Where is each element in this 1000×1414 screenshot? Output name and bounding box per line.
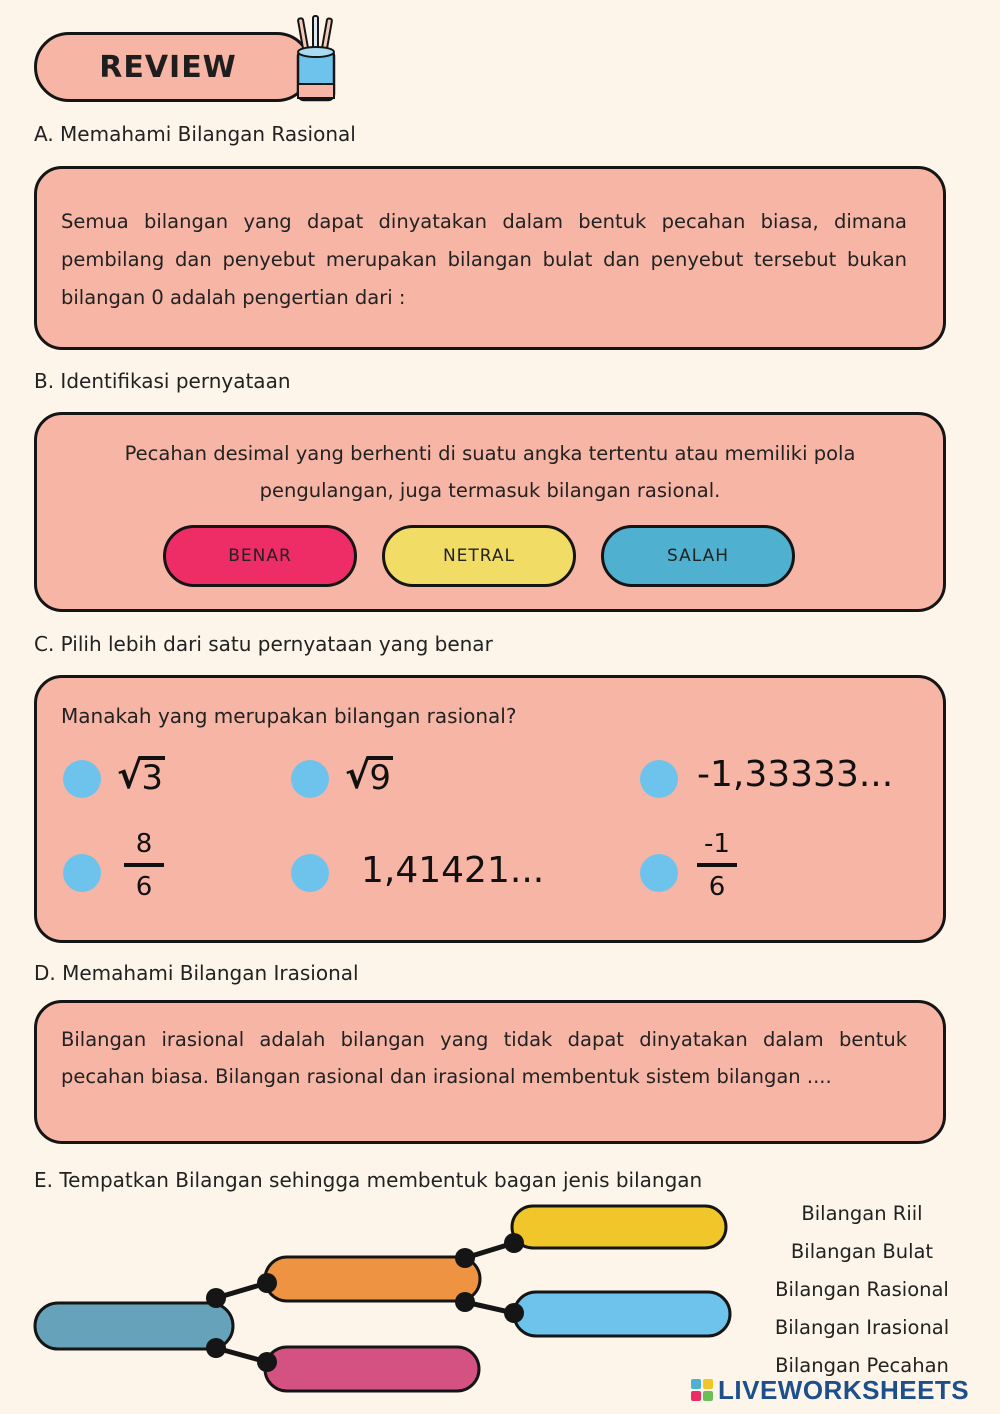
- section-d-label: D. Memahami Bilangan Irasional: [34, 961, 359, 985]
- option-sqrt3-radio[interactable]: [63, 760, 101, 798]
- slot-top-right[interactable]: [512, 1206, 726, 1248]
- section-c-card: [34, 675, 946, 943]
- review-title: REVIEW: [99, 49, 237, 85]
- option-repeating: -1,33333...: [697, 754, 894, 795]
- slot-middle[interactable]: [265, 1257, 480, 1301]
- section-a-text: Semua bilangan yang dapat dinyatakan dalam bentuk pecahan biasa, dimana pembilang dan penyebut merupakan bilangan bulat dan penyebut tersebut bukan bilangan 0 adalah pengertian dari :: [61, 210, 907, 309]
- option-frac-8-6-radio[interactable]: [63, 854, 101, 892]
- radical-sign: √: [345, 753, 371, 797]
- slot-lower-right[interactable]: [514, 1292, 730, 1336]
- radicand: 9: [369, 758, 391, 798]
- netral-button[interactable]: NETRAL: [382, 525, 576, 587]
- option-repeating-radio[interactable]: [640, 760, 678, 798]
- brand-text: LIVEWORKSHEETS: [718, 1374, 970, 1405]
- liveworksheets-logo-icon: [690, 1378, 714, 1402]
- number-tree-diagram: [0, 1190, 760, 1414]
- section-a-label: A. Memahami Bilangan Rasional: [34, 122, 356, 146]
- section-d-card: [34, 1000, 946, 1144]
- denominator: 6: [708, 872, 726, 902]
- word-bilangan-pecahan[interactable]: Bilangan Pecahan: [775, 1354, 949, 1377]
- word-bilangan-riil[interactable]: Bilangan Riil: [801, 1202, 923, 1225]
- review-title-pill: [34, 32, 312, 102]
- word-bilangan-bulat[interactable]: Bilangan Bulat: [790, 1240, 934, 1263]
- denominator: 6: [135, 872, 153, 902]
- section-d-text: Bilangan irasional adalah bilangan yang tidak dapat dinyatakan dalam bentuk pecahan biasa. Bilangan rasional dan irasional membentuk sistem bilangan ....: [61, 1028, 907, 1088]
- numerator: -1: [704, 829, 730, 859]
- salah-button[interactable]: SALAH: [601, 525, 795, 587]
- option-frac-neg1-6-radio[interactable]: [640, 854, 678, 892]
- option-sqrt9-radio[interactable]: [291, 760, 329, 798]
- option-sqrt9: [345, 753, 393, 798]
- option-frac-neg1-6: [697, 830, 737, 901]
- liveworksheets-brand[interactable]: [690, 1374, 969, 1406]
- option-decimal-radio[interactable]: [291, 854, 329, 892]
- radical-sign: √: [117, 753, 143, 797]
- section-c-question: Manakah yang merupakan bilangan rasional?: [61, 704, 517, 728]
- section-e-label: E. Tempatkan Bilangan sehingga membentuk bagan jenis bilangan: [34, 1168, 703, 1192]
- word-bilangan-rasional[interactable]: Bilangan Rasional: [775, 1278, 949, 1301]
- radicand: 3: [141, 758, 163, 798]
- section-b-label: B. Identifikasi pernyataan: [34, 369, 291, 393]
- word-bilangan-irasional[interactable]: Bilangan Irasional: [774, 1316, 950, 1339]
- section-b-card: [34, 412, 946, 612]
- slot-bottom[interactable]: [265, 1347, 479, 1391]
- fraction-bar: [697, 863, 737, 867]
- option-frac-8-6: [124, 830, 164, 901]
- option-sqrt3: [117, 753, 165, 798]
- section-c-label: C. Pilih lebih dari satu pernyataan yang benar: [34, 632, 493, 656]
- numerator: 8: [135, 829, 153, 859]
- option-decimal: 1,41421...: [361, 850, 545, 891]
- pencil-cup-icon: [290, 14, 340, 102]
- slot-root[interactable]: [35, 1303, 233, 1349]
- fraction-bar: [124, 863, 164, 867]
- section-b-statement: Pecahan desimal yang berhenti di suatu angka tertentu atau memiliki pola pengulangan, juga termasuk bilangan rasional.: [124, 442, 856, 502]
- section-a-card: [34, 166, 946, 350]
- benar-button[interactable]: BENAR: [163, 525, 357, 587]
